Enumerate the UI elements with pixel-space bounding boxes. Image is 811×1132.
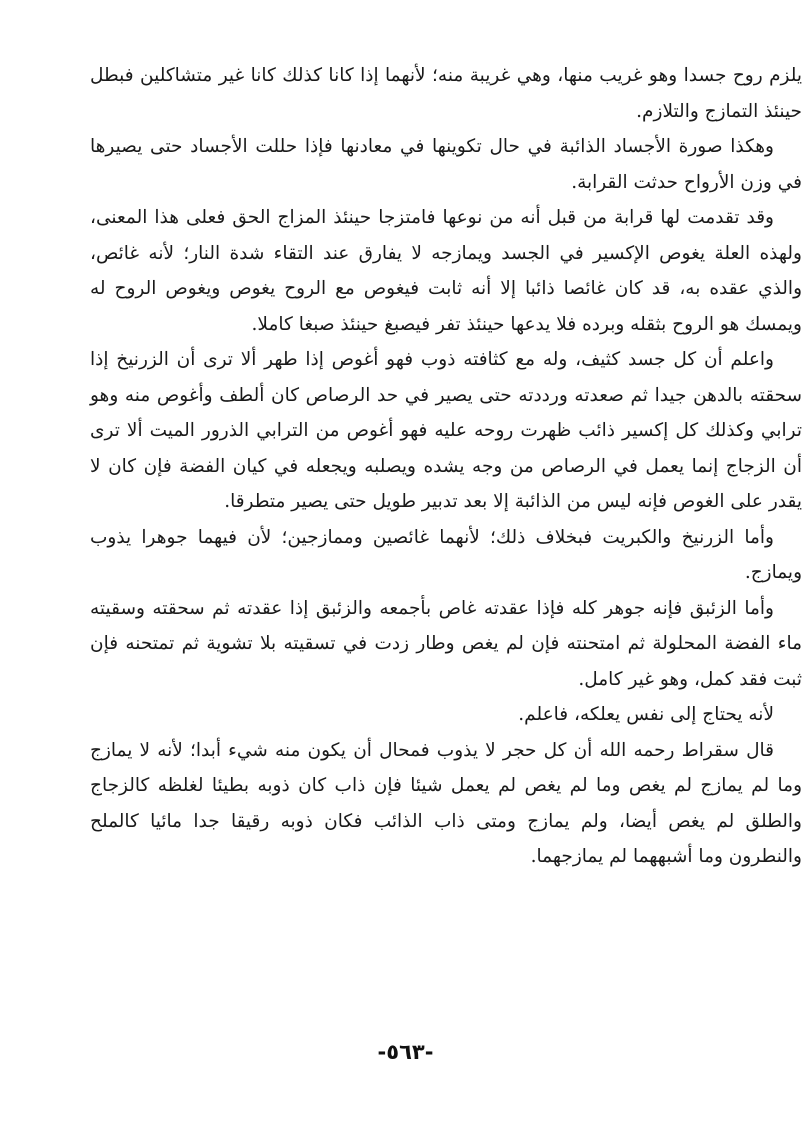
body-text [90, 58, 802, 875]
paragraph: قال سقراط رحمه الله أن كل حجر لا يذوب فمحال أن يكون منه شيء أبدا؛ لأنه لا يمازج وما لم يمازج لم يغص وما لم يغص لم يعمل شيئا فإن ذاب كان ذوبه بطيئا لغلظه كالزجاج والطلق لم يغص أيضا، ولم يمازج ومتى ذاب الذائب فكان ذوبه رقيقا جدا مائيا كالملح والنطرون وما أشبههما لم يمازجهما. [90, 739, 802, 867]
paragraph: وأما الزرنيخ والكبريت فبخلاف ذلك؛ لأنهما غائصين وممازجين؛ لأن فيهما جوهرا يذوب ويمازج. [90, 526, 802, 583]
page-number: -٥٦٣- [377, 1040, 434, 1064]
paragraph: وقد تقدمت لها قرابة من قبل أنه من نوعها فامتزجا حينئذ المزاج الحق فعلى هذا المعنى، ولهذه العلة يغوص الإكسير في الجسد ويمازجه لا يفارق عند التقاء شدة النار؛ لأنه غائص، والذي عقده به، قد كان غائصا ذائبا إلا أنه ثابت فيغوص مع الروح يغوص ويغوص الروح له ويمسك هو الروح بثقله وبرده فلا يدعها حينئذ تفر فيصبغ حينئذ صبغا كاملا. [90, 207, 802, 335]
paragraph: لأنه يحتاج إلى نفس يعلكه، فاعلم. [518, 704, 774, 725]
paragraph: واعلم أن كل جسد كثيف، وله مع كثافته ذوب فهو أغوص إذا طهر ألا ترى أن الزرنيخ إذا سحقته بالدهن جيدا ثم صعدته ورددته حتى يصير في حد الرصاص كان ألطف وأغوص منه وهو ترابي وكذلك كل إكسير ذائب ظهرت روحه عليه فهو أغوص من الترابي الذرور الميت ألا ترى أن الزجاج إنما يعمل في الرصاص من وجه يشده ويصلبه ويجعله في كيان الفضة فإن كان لا يقدر على الغوص فإنه ليس من الذائبة إلا بعد تدبير طويل حتى يصير متطرقا. [90, 349, 802, 512]
paragraph: يلزم روح جسدا وهو غريب منها، وهي غريبة منه؛ لأنهما إذا كانا كذلك كانا غير متشاكلين فبطل حينئذ التمازج والتلازم. [90, 65, 802, 122]
paragraph: وهكذا صورة الأجساد الذائبة في حال تكوينها في معادنها فإذا حللت الأجساد حتى يصيرها في وزن الأرواح حدثت القرابة. [90, 136, 802, 193]
paragraph: وأما الزئبق فإنه جوهر كله فإذا عقدته غاص بأجمعه والزئبق إذا عقدته ثم سحقته وسقيته ماء الفضة المحلولة ثم امتحنته فإن لم يغص وطار زدت في تسقيته بلا تشوية ثم تمتحنه فإن ثبت فقد كمل، وهو غير كامل. [90, 597, 802, 690]
